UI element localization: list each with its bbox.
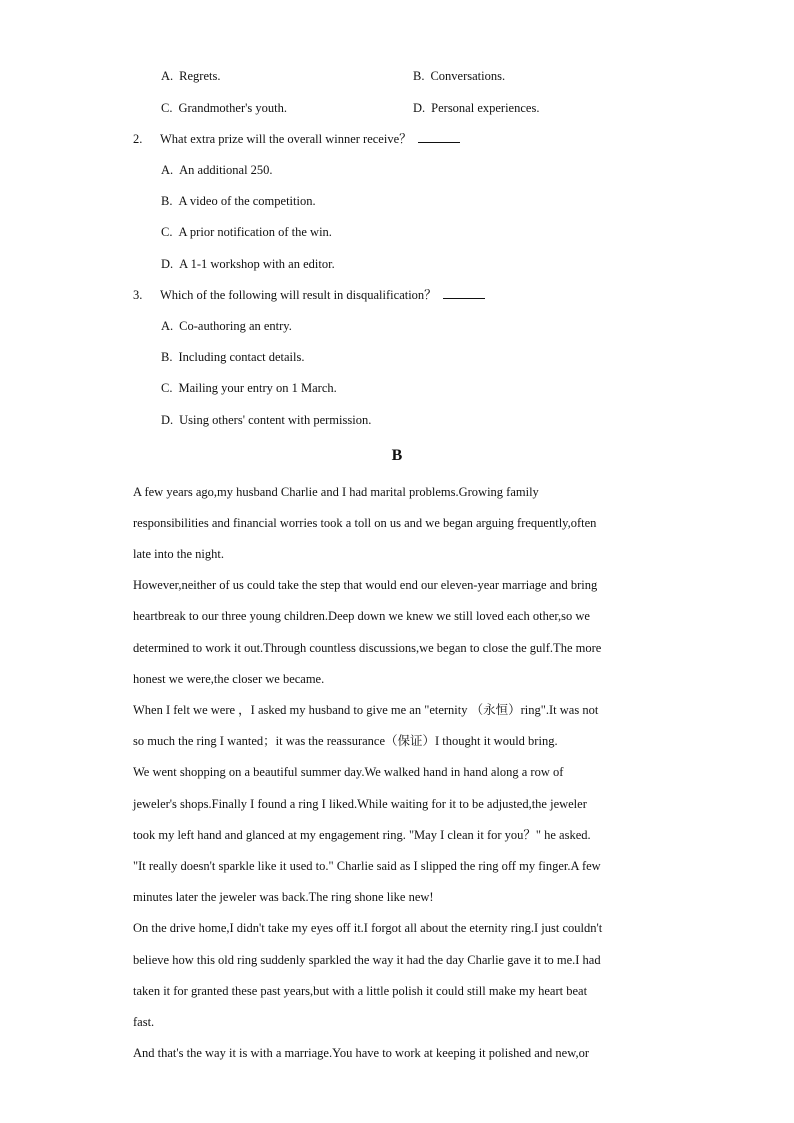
q3-option-d xyxy=(161,412,371,428)
option-text: Personal experiences. xyxy=(431,101,540,115)
question-number: 3. xyxy=(133,288,143,302)
option-letter: B. xyxy=(413,69,425,83)
option-letter: D. xyxy=(161,257,174,271)
passage-line: took my left hand and glanced at my engagement ring. "May I clean it for you？" he asked. xyxy=(133,828,591,842)
passage-line: fast. xyxy=(133,1015,155,1029)
option-letter: C. xyxy=(161,381,173,395)
option-text: Co-authoring an entry. xyxy=(179,319,292,333)
option-letter: A. xyxy=(161,163,174,177)
q3-option-a xyxy=(161,318,292,334)
q2-option-c xyxy=(161,224,332,240)
passage-line: late into the night. xyxy=(133,547,224,561)
option-letter: C. xyxy=(161,225,173,239)
passage-line: heartbreak to our three young children.Deep down we knew we still loved each other,so we xyxy=(133,609,590,623)
option-letter: C. xyxy=(161,101,173,115)
option-letter: A. xyxy=(161,319,174,333)
option-text: Including contact details. xyxy=(178,350,305,364)
q1-option-b xyxy=(413,68,505,84)
q1-option-a xyxy=(161,68,220,84)
passage-line: When I felt we were ，I asked my husband to give me an "eternity （永恒）ring".It was not xyxy=(133,703,599,717)
passage-line: "It really doesn't sparkle like it used to." Charlie said as I slipped the ring off my finger.A few xyxy=(133,859,601,873)
option-text: Conversations. xyxy=(430,69,506,83)
passage-line: minutes later the jeweler was back.The ring shone like new! xyxy=(133,890,434,904)
option-text: Regrets. xyxy=(179,69,221,83)
option-letter: B. xyxy=(161,194,173,208)
option-text: Mailing your entry on 1 March. xyxy=(178,381,337,395)
passage-line: responsibilities and financial worries took a toll on us and we began arguing frequently,often xyxy=(133,516,597,530)
option-text: An additional 250. xyxy=(179,163,273,177)
passage-line: honest we were,the closer we became. xyxy=(133,672,325,686)
option-text: A 1-1 workshop with an editor. xyxy=(179,257,335,271)
q1-option-c xyxy=(161,100,287,116)
option-text: Using others' content with permission. xyxy=(179,413,372,427)
passage-line: believe how this old ring suddenly sparkled the way it had the day Charlie gave it to me.I had xyxy=(133,953,601,967)
question-number: 2. xyxy=(133,132,143,146)
question-text: What extra prize will the overall winner receive？ xyxy=(160,132,412,146)
passage-line: jeweler's shops.Finally I found a ring I liked.While waiting for it to be adjusted,the jeweler xyxy=(133,797,587,811)
q2-option-b xyxy=(161,193,316,209)
answer-blank[interactable] xyxy=(418,131,460,143)
option-text: Grandmother's youth. xyxy=(178,101,287,115)
q1-option-d xyxy=(413,100,539,116)
question-2 xyxy=(133,131,460,147)
q3-option-c xyxy=(161,380,337,396)
passage-line: However,neither of us could take the step that would end our eleven-year marriage and bring xyxy=(133,578,598,592)
passage-line: On the drive home,I didn't take my eyes off it.I forgot all about the eternity ring.I just couldn't xyxy=(133,921,603,935)
passage-line: determined to work it out.Through countless discussions,we began to close the gulf.The more xyxy=(133,641,602,655)
question-text: Which of the following will result in disqualification？ xyxy=(160,288,437,302)
option-letter: D. xyxy=(413,101,426,115)
option-letter: D. xyxy=(161,413,174,427)
option-text: A prior notification of the win. xyxy=(178,225,332,239)
option-text: A video of the competition. xyxy=(178,194,316,208)
passage-line: A few years ago,my husband Charlie and I had marital problems.Growing family xyxy=(133,485,539,499)
option-letter: B. xyxy=(161,350,173,364)
question-3 xyxy=(133,287,485,303)
option-letter: A. xyxy=(161,69,174,83)
section-title: B xyxy=(391,447,403,464)
passage-line: so much the ring I wanted；it was the reassurance（保证）I thought it would bring. xyxy=(133,734,558,748)
q3-option-b xyxy=(161,349,304,365)
passage-line: taken it for granted these past years,but with a little polish it could still make my heart beat xyxy=(133,984,588,998)
q2-option-a xyxy=(161,162,273,178)
answer-blank[interactable] xyxy=(443,287,485,299)
q2-option-d xyxy=(161,256,335,272)
passage-line: And that's the way it is with a marriage.You have to work at keeping it polished and new,or xyxy=(133,1046,589,1060)
passage-line: We went shopping on a beautiful summer day.We walked hand in hand along a row of xyxy=(133,765,564,779)
